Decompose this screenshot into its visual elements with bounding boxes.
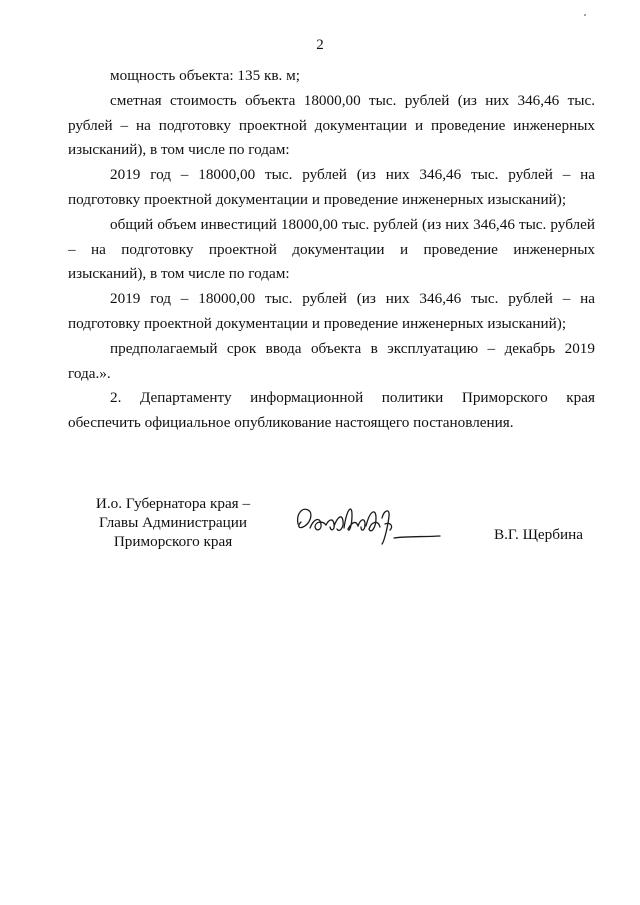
paragraph-commissioning-date: предполагаемый срок ввода объекта в эксплуатацию – декабрь 2019 года.».	[68, 339, 595, 382]
paragraph-capacity: мощность объекта: 135 кв. м;	[110, 67, 300, 84]
signatory-name: В.Г. Щербина	[494, 526, 583, 543]
signature-block	[0, 494, 640, 564]
document-body	[68, 64, 595, 436]
scan-speck	[584, 14, 586, 16]
paragraph-investment-2019: 2019 год – 18000,00 тыс. рублей (из них 346,46 тыс. рублей – на подготовку проектной документации и проведение инженерных изысканий);	[68, 290, 595, 332]
paragraph-cost-2019: 2019 год – 18000,00 тыс. рублей (из них 346,46 тыс. рублей – на подготовку проектной документации и проведение инженерных изысканий);	[68, 166, 595, 208]
signatory-position-line-1: И.о. Губернатора края –	[95, 495, 251, 512]
paragraph-estimated-cost: сметная стоимость объекта 18000,00 тыс. рублей (из них 346,46 тыс. рублей – на подготовку проектной документации и проведение инженерных изысканий), в том числе по годам:	[68, 91, 595, 159]
handwritten-signature	[292, 498, 442, 554]
signatory-position-line-3: Приморского края	[113, 533, 233, 550]
page-number: 2	[316, 37, 324, 53]
paragraph-total-investment: общий объем инвестиций 18000,00 тыс. рублей (из них 346,46 тыс. рублей – на подготовку проектной документации и проведение инженерных изысканий), в том числе по годам:	[68, 215, 595, 283]
paragraph-publication-order: 2. Департаменту информационной политики Приморского края обеспечить официальное опубликование настоящего постановления.	[68, 389, 595, 432]
signatory-position	[78, 494, 268, 551]
signatory-position-line-2: Главы Администрации	[98, 514, 248, 531]
